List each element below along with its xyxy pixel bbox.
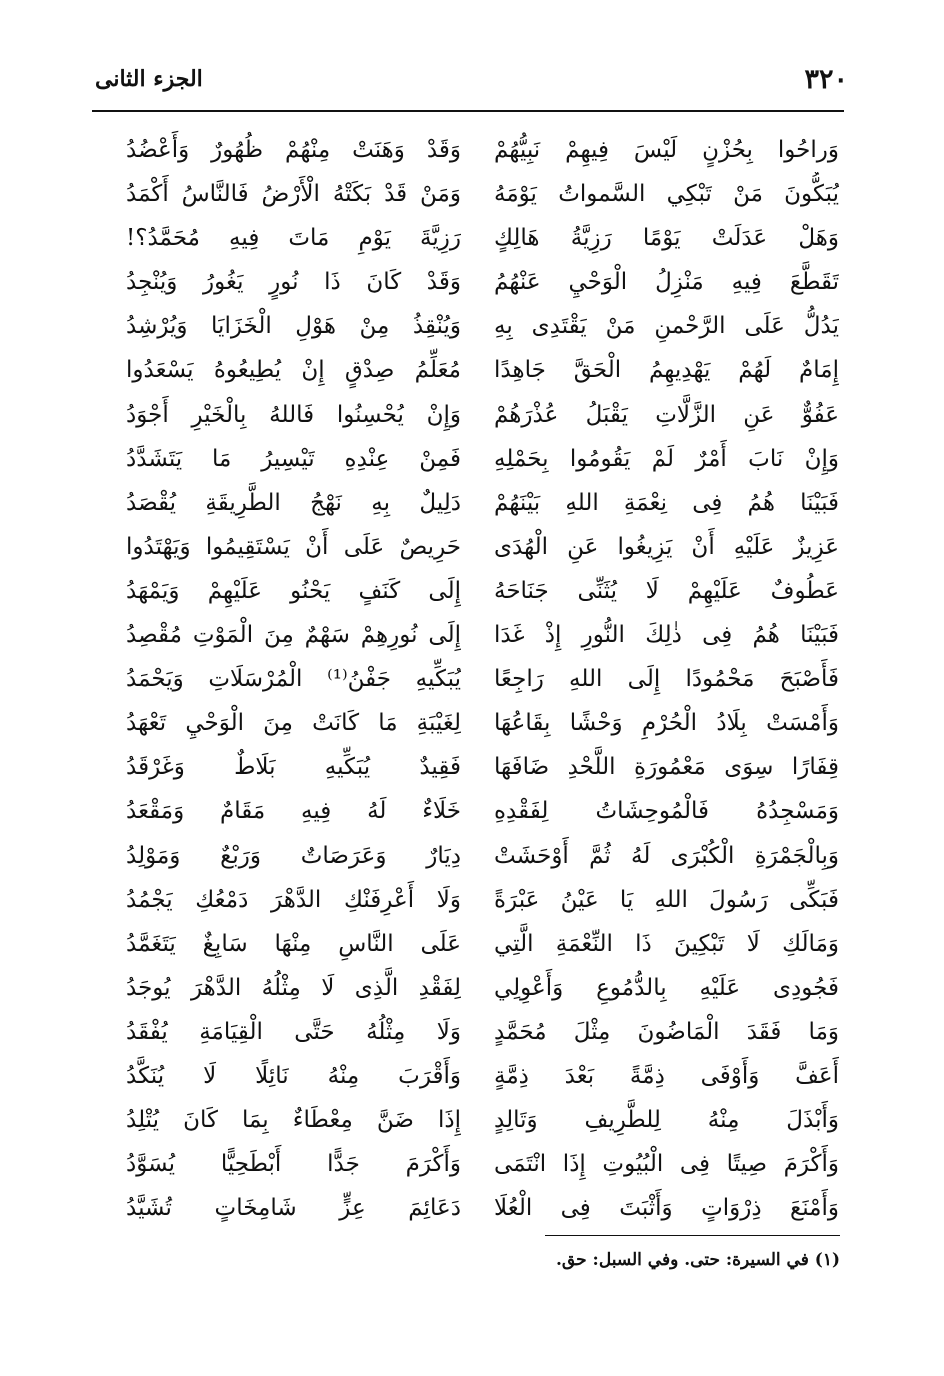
- verse-line: عَطُوفٌ عَلَيْهِمْ لَا يُثَنِّى جَنَاحَهُ: [494, 577, 839, 604]
- verse-line: وَمَالَكِ لَا تَبْكِينَ ذَا النِّعْمَةِ الَّتِي: [494, 930, 839, 957]
- verse-line: خَلَاءٌ لَهُ فِيهِ مَقَامٌ وَمَقْعَدُ: [126, 798, 461, 825]
- verse-line: رَزِيَّةَ يَوْمِ مَاتَ فِيهِ مُحَمَّدُ؟!: [126, 225, 461, 252]
- verse-line: فَأَصْبَحَ مَحْمُودًا إِلَى اللهِ رَاجِعًا: [494, 666, 839, 693]
- page-number: ٣٢٠: [804, 64, 848, 95]
- verse-line: عَفُوٌّ عَنِ الزَّلَّاتِ يَقْبَلُ عُذْرَهُمْ: [494, 401, 839, 428]
- verse-line: وَقَدْ وَهَنَتْ مِنْهُمْ ظُهُورٌ وَأَعْضُدُ: [126, 137, 461, 163]
- verse-line: وَإِنْ يُحْسِنُوا فَاللهُ بِالْخَيْرِ أَجْوَدُ: [126, 401, 461, 428]
- verse-line: دَعَائِمَ عِزٍّ شَامِخَاتٍ تُشَيَّدُ: [126, 1195, 461, 1222]
- running-title: الجزء الثانى: [95, 66, 203, 92]
- verse-line: وَيُنْقِذُ مِنْ هَوْلِ الْخَزَايَا وَيُرْشِدُ: [126, 313, 461, 340]
- verse-line: دِيَارٌ وَعَرَصَاتٌ وَرَبْعٌ وَمَوْلِدُ: [126, 842, 461, 869]
- verse-line: وَأَبْذَلَ مِنْهُ لِلطَّرِيفِ وَتَالِدٍ: [494, 1107, 839, 1134]
- verse-line: فَمِنْ عِنْدِهِ تَيْسِيرُ مَا يَتَشَدَّدُ: [126, 445, 461, 472]
- verse-line: يُبَكُّونَ مَنْ تَبْكِي السَّمواتُ يَوْمَهُ: [494, 181, 839, 208]
- verse-line: يُبَكِّيهِ جَفْنُ⁽¹⁾ الْمُرْسَلَاتِ وَيَحْمَدُ: [126, 666, 461, 693]
- verse-line: وَقَدْ كَانَ ذَا نُورٍ يَغُورُ وَيُنْجِدُ: [126, 269, 461, 296]
- verse-line: وَأَكْرَمَ صِيتًا فِى الْبُيُوتِ إِذَا انْتَمَى: [494, 1151, 839, 1178]
- footnote-divider: [545, 1235, 840, 1236]
- verse-line: وَهَلْ عَدَلَتْ يَوْمًا رَزِيَّةُ هَالِكٍ: [494, 225, 839, 252]
- verse-line: فَبَيْنَا هُمُ فِى ذٰلِكَ النُّورِ إِذْ غَدَا: [494, 622, 839, 649]
- verse-line: دَلِيلٌ بِهِ نَهْجُ الطَّرِيقَةِ يُقْصَدُ: [126, 489, 461, 516]
- verse-line: عَلَى النَّاسِ مِنْهَا سَابِغٌ يَتَغَمَّدُ: [126, 930, 461, 957]
- verse-line: فَبَكِّى رَسُولَ اللهِ يَا عَيْنُ عَبْرَةً: [494, 886, 839, 913]
- verse-line: وَلَا مِثْلُهُ حَتَّى الْقِيَامَةِ يُفْقَدُ: [126, 1018, 461, 1045]
- poem-left-column: [126, 128, 461, 1230]
- verse-line: وَمَنْ قَدْ بَكَتْهُ الْأَرْضُ فَالنَّاسُ أَكْمَدُ: [126, 181, 461, 208]
- verse-line: فَقِيدٌ يُبَكِّيهِ بَلَاطٌ وَغَرْقَدُ: [126, 754, 461, 781]
- verse-line: إِمَامٌ لَهُمْ يَهْدِيهِمُ الْحَقَّ جَاهِدًا: [494, 357, 839, 384]
- verse-line: إِلَى نُورِهِمْ سَهْمٌ مِنَ الْمَوْتِ مُقْصِدُ: [126, 622, 461, 649]
- verse-line: لِفَقْدِ الَّذِى لَا مِثْلُهُ الدَّهْرَ يُوجَدُ: [126, 974, 461, 1001]
- verse-line: وَراحُوا بِحُزْنٍ لَيْسَ فِيهِمْ نَبِيُّهُمْ: [494, 137, 839, 163]
- verse-line: فَجُودِى عَلَيْهِ بِالدُّمُوعِ وَأَعْوِلِي: [494, 974, 839, 1001]
- verse-line: وَأَمْسَتْ بِلَادُ الْحُرْمِ وَحْشًا بِقَاعُهَا: [494, 710, 839, 737]
- verse-line: فَبَيْنَا هُمُ فِى نِعْمَةِ اللهِ بَيْنَهُمْ: [494, 489, 839, 516]
- verse-line: يَدُلُّ عَلَى الرَّحْمنِ مَنْ يَقْتَدِى بِهِ: [494, 313, 839, 340]
- verse-line: وَبِالْجَمْرَةِ الْكُبْرَى لَهُ ثُمَّ أَوْحَشَتْ: [494, 842, 839, 869]
- verse-line: حَرِيصٌ عَلَى أَنْ يَسْتَقِيمُوا وَيَهْتَدُوا: [126, 533, 461, 560]
- verse-line: وَأَقْرَبَ مِنْهُ نَائِلًا لَا يُنَكَّدُ: [126, 1062, 461, 1089]
- verse-line: قِفَارًا سِوَى مَعْمُورَةِ اللَّحْدِ ضَافَهَا: [494, 754, 839, 781]
- verse-line: عَزِيزٌ عَلَيْهِ أَنْ يَزِيغُوا عَنِ الْهُدَى: [494, 533, 839, 560]
- verse-line: إِذَا ضَنَّ مِعْطَاءٌ بِمَا كَانَ يُتْلِدُ: [126, 1107, 461, 1134]
- verse-line: أَعَفَّ وَأَوْفَى ذِمَّةً بَعْدَ ذِمَّةٍ: [494, 1062, 839, 1089]
- header-divider: [92, 110, 844, 112]
- verse-line: تَقَطَّعَ فِيهِ مَنْزِلُ الْوَحْيِ عَنْهُمُ: [494, 269, 839, 296]
- footnote: (١) في السيرة: حتى. وفي السبل: حق.: [556, 1250, 840, 1270]
- verse-line: وَأَكْرَمَ جَدًّا أَبْطَحِيًّا يُسَوَّدُ: [126, 1151, 461, 1178]
- poem-right-column: [494, 128, 839, 1230]
- verse-line: وَمَسْجِدُهُ فَالْمُوحِشَاتُ لِفَقْدِهِ: [494, 798, 839, 825]
- verse-line: وَإِنْ نَابَ أَمْرٌ لَمْ يَقُومُوا بِحَمْلِهِ: [494, 445, 839, 472]
- verse-line: وَلَا أَعْرِفَنْكِ الدَّهْرَ دَمْعُكِ يَجْمُدُ: [126, 886, 461, 913]
- verse-line: لِغَيْبَةِ مَا كَانَتْ مِنَ الْوَحْيِ تَعْهَدُ: [126, 710, 461, 737]
- verse-line: وَمَا فَقَدَ الْمَاضُونَ مِثْلَ مُحَمَّدٍ: [494, 1018, 839, 1045]
- verse-line: إِلَى كَنَفٍ يَحْنُو عَلَيْهِمْ وَيَمْهَدُ: [126, 577, 461, 604]
- verse-line: وَأَمْنَعَ ذِرْوَاتٍ وَأَثْبَتَ فِى الْعُلَا: [494, 1195, 839, 1222]
- verse-line: مُعَلِّمُ صِدْقٍ إِنْ يُطِيعُوهُ يَسْعَدُوا: [126, 357, 461, 384]
